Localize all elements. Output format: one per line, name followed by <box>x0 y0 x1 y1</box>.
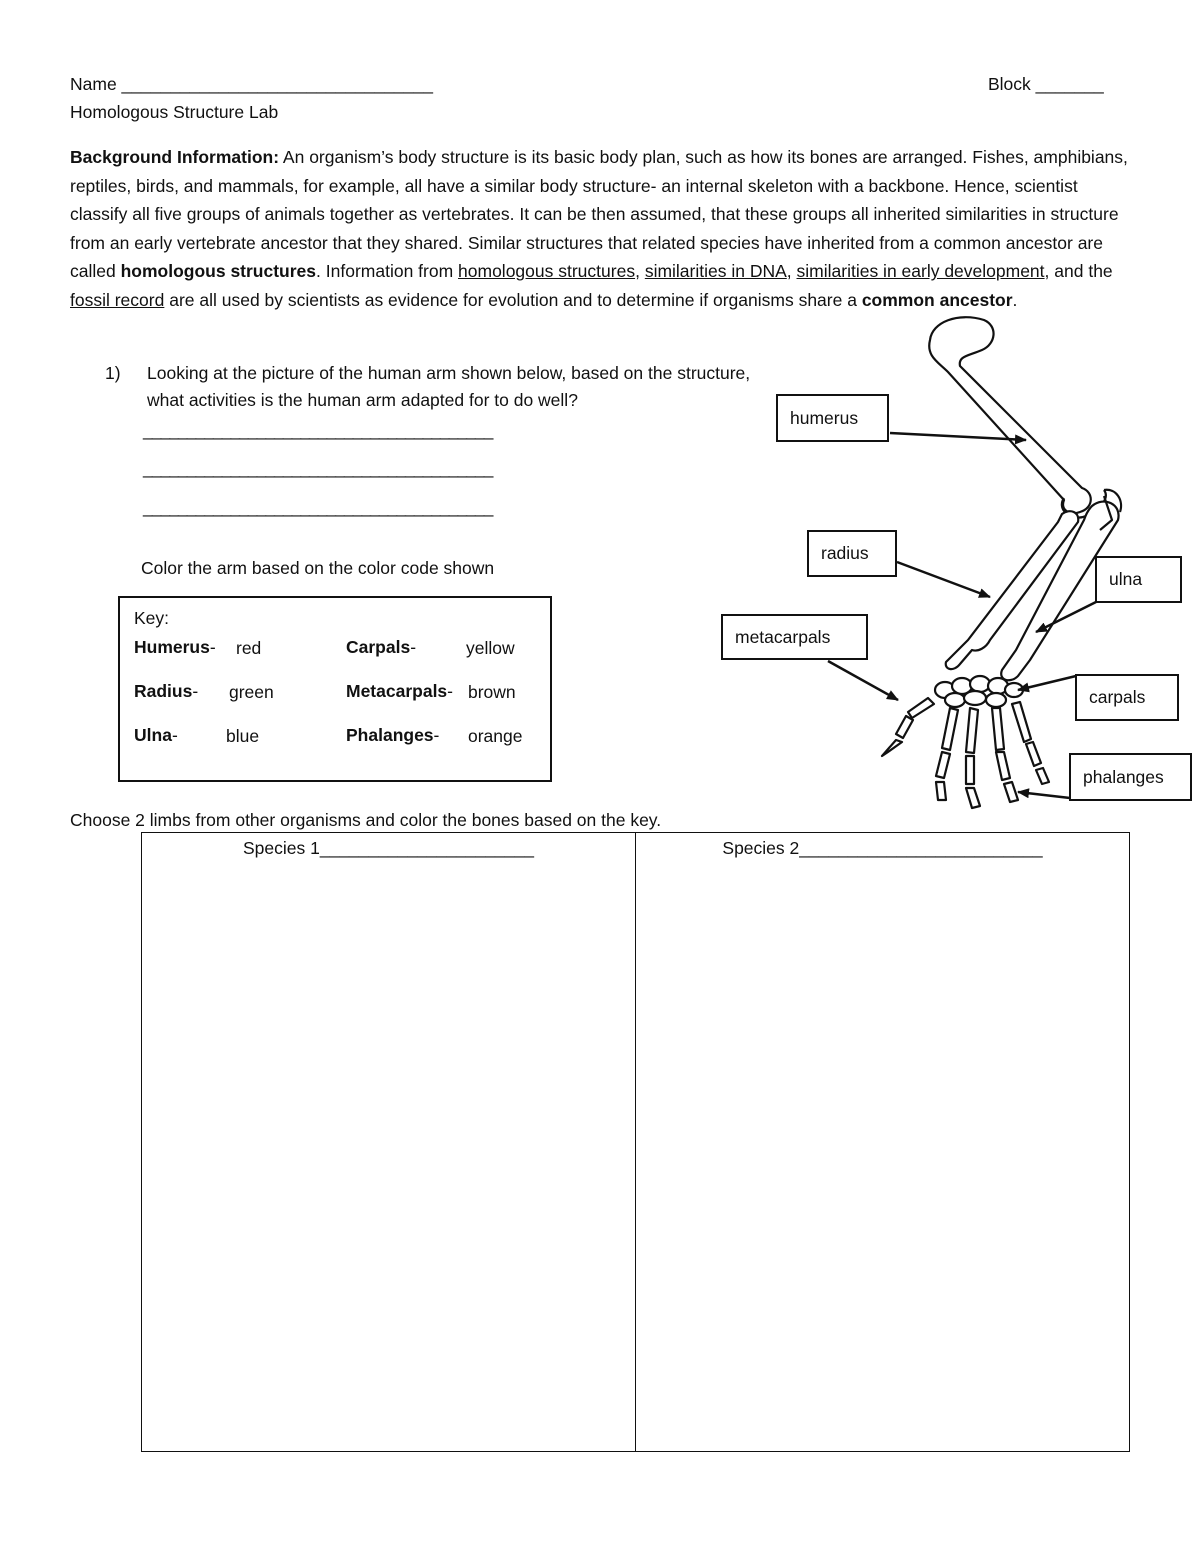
answer-line-1[interactable]: ________________________________________ <box>143 420 493 440</box>
background-text-1: An organism’s body structure is its basic body plan, such as how its bones are arranged. Fishes, amphibians, reptiles, birds, and mammals, for example, all have a similar body structure- an internal skeleton with a backbone. Hence, scientist classify all five groups of animals together as vertebrates. It can be then assumed, that these groups all inherited similarities in structure from an early vertebrate ancestor that they shared. Similar structures that related species have inherited from a common ancestor are called <box>70 147 1128 282</box>
key-color-brown: brown <box>468 682 516 702</box>
key-color-orange: orange <box>468 726 523 746</box>
background-heading: Background Information: <box>70 147 280 167</box>
key-bone-metacarpals: Metacarpals <box>346 681 448 701</box>
key-bone-humerus: Humerus <box>134 637 210 657</box>
question-line-2: what activities is the human arm adapted for to do well? <box>147 390 578 410</box>
species-table <box>141 832 1130 1452</box>
arrow-metacarpals <box>828 661 898 700</box>
evidence-dna: similarities in DNA <box>644 261 787 282</box>
instruction-choose-limbs: Choose 2 limbs from other organisms and color the bones based on the key. <box>70 810 662 830</box>
background-text-3: are all used by scientists as evidence for evolution and to determine if organisms share a <box>164 289 862 310</box>
page-title: Homologous Structure Lab <box>70 102 279 122</box>
term-common-ancestor: common ancestor <box>861 289 1013 310</box>
background-text-2: . Information from <box>316 261 459 282</box>
term-homologous-structures: homologous structures <box>120 261 317 282</box>
dash: - <box>410 637 417 657</box>
label-carpals: carpals <box>1075 674 1179 721</box>
separator: , and the <box>1044 261 1113 282</box>
arrow-phalanges <box>1018 792 1070 798</box>
arrow-radius <box>897 562 990 597</box>
separator: , <box>786 261 797 282</box>
arrow-carpals <box>1018 676 1076 690</box>
dash: - <box>171 725 178 745</box>
label-phalanges: phalanges <box>1069 753 1192 801</box>
separator: , <box>635 261 645 282</box>
key-color-green: green <box>229 682 274 702</box>
dash: - <box>209 637 216 657</box>
question-number: 1) <box>105 363 121 383</box>
block-field[interactable]: Block _______ <box>988 74 1104 94</box>
species-2-label: Species 2_________________________ <box>722 838 1043 858</box>
key-bone-ulna: Ulna <box>134 725 172 745</box>
key-title: Key: <box>134 608 170 628</box>
metacarpal-bones <box>908 698 1031 753</box>
color-instruction: Color the arm based on the color code shown <box>141 558 495 578</box>
evidence-homologous-structures: homologous structures <box>458 261 636 282</box>
species-2-cell[interactable] <box>636 833 1130 1452</box>
species-1-cell[interactable] <box>142 833 636 1452</box>
key-color-red: red <box>236 638 262 658</box>
species-1-label: Species 1______________________ <box>243 838 534 858</box>
label-metacarpals: metacarpals <box>721 614 868 660</box>
name-field[interactable]: Name ________________________________ <box>70 74 433 94</box>
dash: - <box>192 681 199 701</box>
label-humerus: humerus <box>776 394 889 442</box>
period: . <box>1012 289 1018 310</box>
question-line-1: Looking at the picture of the human arm shown below, based on the structure, <box>147 363 751 383</box>
key-color-blue: blue <box>226 726 260 746</box>
dash: - <box>433 725 440 745</box>
key-bone-radius: Radius <box>134 681 193 701</box>
humerus-bone <box>929 317 1121 517</box>
answer-line-2[interactable]: ________________________________________ <box>143 458 493 478</box>
key-bone-phalanges: Phalanges <box>346 725 434 745</box>
key-color-yellow: yellow <box>466 638 515 658</box>
dash: - <box>447 681 453 701</box>
answer-line-3[interactable]: ________________________________________ <box>143 497 493 517</box>
evidence-early-development: similarities in early development <box>796 261 1045 282</box>
evidence-fossil-record: fossil record <box>70 289 165 310</box>
label-radius: radius <box>807 530 897 577</box>
key-bone-carpals: Carpals <box>346 637 411 657</box>
label-ulna: ulna <box>1095 556 1182 603</box>
